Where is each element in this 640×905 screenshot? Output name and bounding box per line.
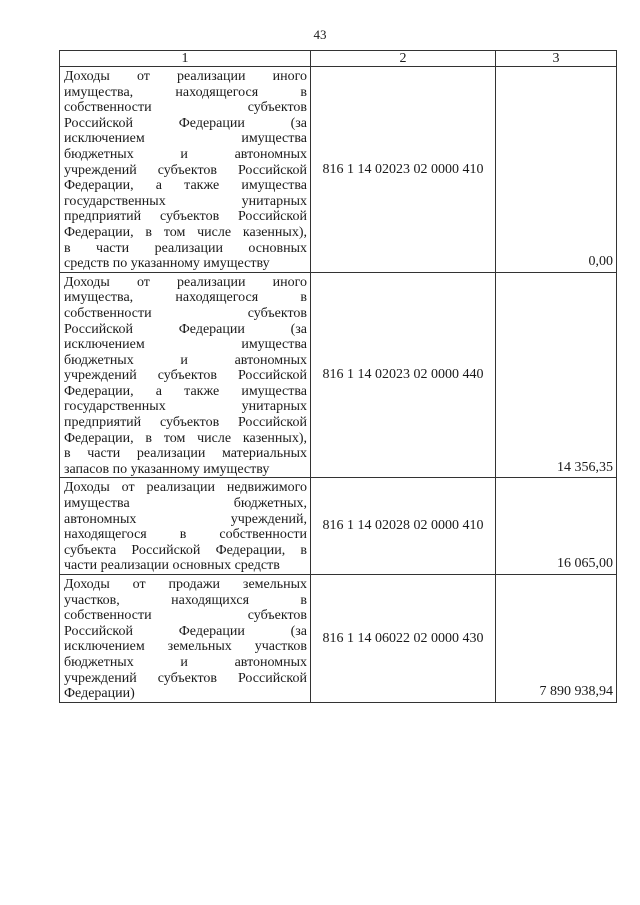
- column-header-3: 3: [496, 51, 617, 67]
- description-line: исключением земельных участков: [64, 639, 307, 655]
- description-line: государственных унитарных: [64, 193, 307, 209]
- revenue-table: [59, 50, 617, 703]
- budget-classification-code: 816 1 14 02023 02 0000 440: [311, 272, 496, 478]
- description-line: Российской Федерации (за: [64, 321, 307, 337]
- description-line: Российской Федерации (за: [64, 115, 307, 131]
- description-line: учреждений субъектов Российской: [64, 368, 307, 384]
- description-line: субъекта Российской Федерации, в: [64, 542, 307, 558]
- description-line: бюджетных и автономных: [64, 352, 307, 368]
- description-line: Российской Федерации (за: [64, 623, 307, 639]
- description-line: Федерации): [64, 686, 135, 702]
- description-line: собственности субъектов: [64, 608, 307, 624]
- amount-value: 0,00: [496, 67, 617, 273]
- revenue-description: [60, 67, 311, 273]
- budget-classification-code: 816 1 14 06022 02 0000 430: [311, 575, 496, 703]
- amount-value: 16 065,00: [496, 478, 617, 575]
- description-line: государственных унитарных: [64, 399, 307, 415]
- column-header-2: 2: [311, 51, 496, 67]
- description-line: предприятий субъектов Российской: [64, 415, 307, 431]
- description-line: собственности субъектов: [64, 305, 307, 321]
- description-line: учреждений субъектов Российской: [64, 162, 307, 178]
- description-line: имущества бюджетных,: [64, 496, 307, 512]
- header-row: [60, 51, 617, 67]
- table-row: [60, 478, 617, 575]
- description-line: учреждений субъектов Российской: [64, 670, 307, 686]
- description-line: имущества, находящегося в: [64, 290, 307, 306]
- table-row: [60, 575, 617, 703]
- amount-value: 7 890 938,94: [496, 575, 617, 703]
- budget-classification-code: 816 1 14 02028 02 0000 410: [311, 478, 496, 575]
- amount-value: 14 356,35: [496, 272, 617, 478]
- description-line: Федерации, а также имущества: [64, 383, 307, 399]
- description-line: бюджетных и автономных: [64, 654, 307, 670]
- description-line: бюджетных и автономных: [64, 146, 307, 162]
- column-header-1: 1: [60, 51, 311, 67]
- description-line: Доходы от реализации иного: [64, 274, 307, 290]
- page-number: 43: [313, 27, 327, 42]
- description-line: в части реализации основных: [64, 240, 307, 256]
- description-line: собственности субъектов: [64, 100, 307, 116]
- description-line: находящегося в собственности: [64, 527, 307, 543]
- description-line: Доходы от реализации иного: [64, 69, 307, 84]
- description-line: автономных учреждений,: [64, 511, 307, 527]
- revenue-description: [60, 272, 311, 478]
- revenue-description: [60, 575, 311, 703]
- description-line: в части реализации материальных: [64, 446, 307, 462]
- description-line: Федерации, в том числе казенных),: [64, 430, 307, 446]
- description-line: запасов по указанному имуществу: [64, 461, 270, 477]
- description-line: исключением имущества: [64, 337, 307, 353]
- revenue-description: [60, 478, 311, 575]
- description-line: Федерации, в том числе казенных),: [64, 224, 307, 240]
- description-line: участков, находящихся в: [64, 592, 307, 608]
- description-line: части реализации основных средств: [64, 558, 280, 574]
- description-line: предприятий субъектов Российской: [64, 209, 307, 225]
- table-row: [60, 67, 617, 273]
- table-row: [60, 272, 617, 478]
- description-line: Доходы от реализации недвижимого: [64, 480, 307, 496]
- description-line: Доходы от продажи земельных: [64, 577, 307, 592]
- budget-classification-code: 816 1 14 02023 02 0000 410: [311, 67, 496, 273]
- description-line: средств по указанному имуществу: [64, 256, 270, 272]
- description-line: исключением имущества: [64, 131, 307, 147]
- description-line: Федерации, а также имущества: [64, 178, 307, 194]
- description-line: имущества, находящегося в: [64, 84, 307, 100]
